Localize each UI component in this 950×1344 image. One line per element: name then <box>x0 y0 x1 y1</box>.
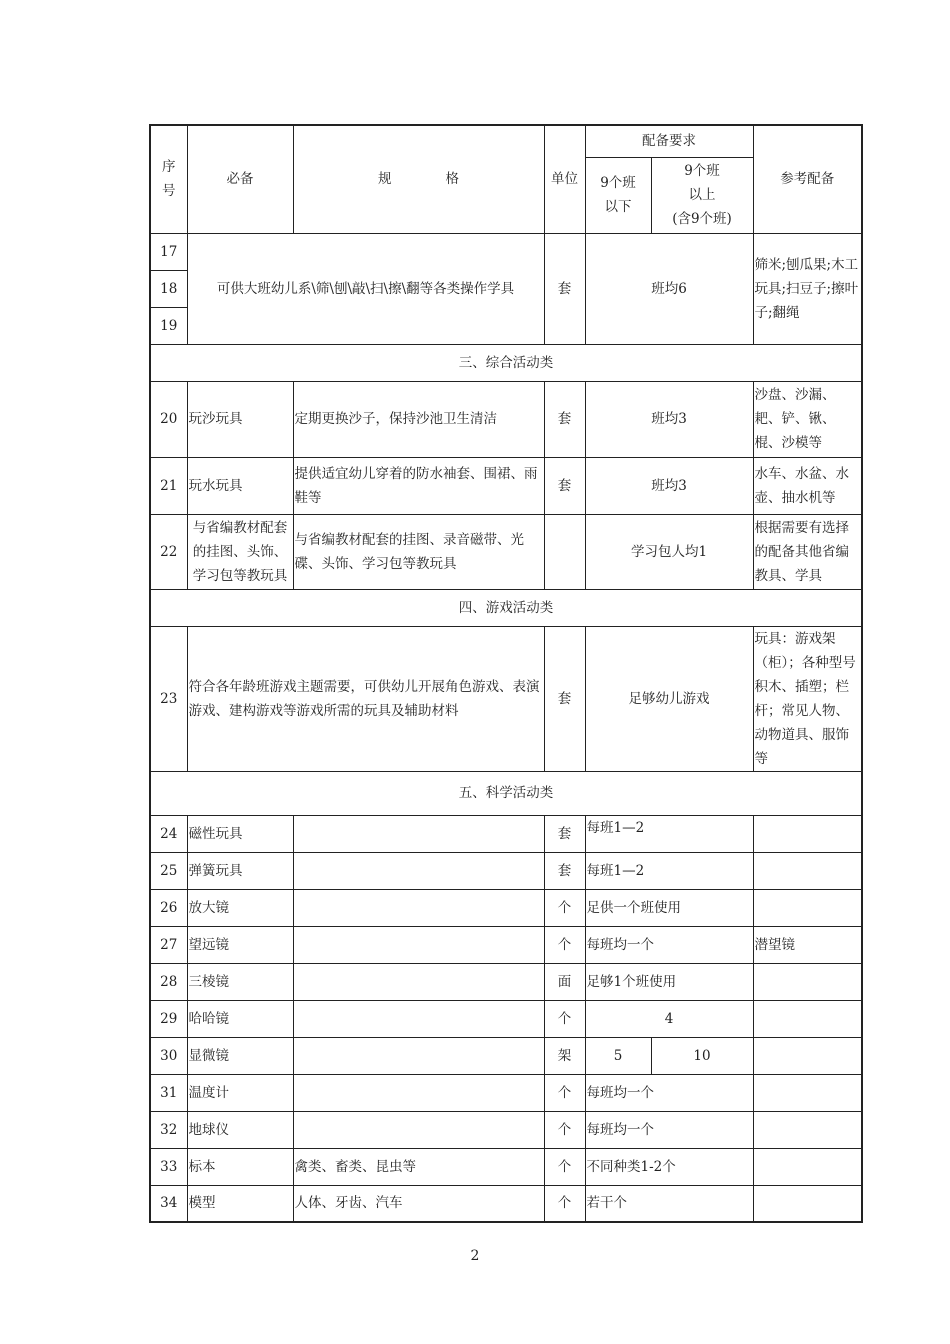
item-reference <box>753 852 862 889</box>
item-spec: 人体、牙齿、汽车 <box>293 1185 544 1222</box>
item-unit: 个 <box>544 1111 585 1148</box>
item-config: 每班1—2 <box>585 852 753 889</box>
item-spec <box>293 926 544 963</box>
item-reference: 潜望镜 <box>753 926 862 963</box>
header-over9-line1: 9个班 <box>684 163 720 179</box>
item-unit: 套 <box>544 815 585 852</box>
seq-cell: 27 <box>150 926 187 963</box>
seq-cell: 19 <box>150 307 187 344</box>
seq-cell: 28 <box>150 963 187 1000</box>
seq-cell: 30 <box>150 1037 187 1074</box>
seq-cell: 18 <box>150 270 187 307</box>
seq-cell: 17 <box>150 233 187 270</box>
item-name: 放大镜 <box>187 889 293 926</box>
seq-cell: 26 <box>150 889 187 926</box>
item-config: 不同种类1-2个 <box>585 1148 753 1185</box>
item-spec <box>293 889 544 926</box>
seq-cell: 33 <box>150 1148 187 1185</box>
item-unit: 个 <box>544 1074 585 1111</box>
item-config: 班均3 <box>585 381 753 457</box>
item-unit: 套 <box>544 626 585 771</box>
item-spec <box>293 1037 544 1074</box>
item-reference <box>753 889 862 926</box>
header-reference: 参考配备 <box>753 125 862 233</box>
item-name: 望远镜 <box>187 926 293 963</box>
item-reference: 根据需要有选择的配备其他省编教具、学具 <box>753 514 862 589</box>
item-unit: 个 <box>544 1000 585 1037</box>
seq-cell: 29 <box>150 1000 187 1037</box>
item-config: 学习包人均1 <box>585 514 753 589</box>
item-unit: 个 <box>544 889 585 926</box>
item-name: 哈哈镜 <box>187 1000 293 1037</box>
item-name: 显微镜 <box>187 1037 293 1074</box>
item-spec: 与省编教材配套的挂图、录音磁带、光碟、头饰、学习包等教玩具 <box>293 514 544 589</box>
item-reference <box>753 963 862 1000</box>
item-config: 班均3 <box>585 457 753 514</box>
item-spec <box>293 963 544 1000</box>
item-reference <box>753 1000 862 1037</box>
item-config: 若干个 <box>585 1185 753 1222</box>
item-config: 足供一个班使用 <box>585 889 753 926</box>
item-reference <box>753 1148 862 1185</box>
item-config: 每班均一个 <box>585 1074 753 1111</box>
item-spec <box>293 1074 544 1111</box>
group-17-19-text: 可供大班幼儿系\筛\刨\敲\扫\擦\翻等各类操作学具 <box>187 233 544 344</box>
header-over9-line2: 以上 <box>688 187 716 203</box>
seq-cell: 24 <box>150 815 187 852</box>
item-spec <box>293 1000 544 1037</box>
header-required: 必备 <box>187 125 293 233</box>
item-reference <box>753 1185 862 1222</box>
seq-cell: 22 <box>150 514 187 589</box>
seq-cell: 25 <box>150 852 187 889</box>
header-under9: 9个班以下 <box>585 157 651 233</box>
item-unit <box>544 514 585 589</box>
item-unit: 个 <box>544 1185 585 1222</box>
item-reference <box>753 1037 862 1074</box>
group-17-19-config: 班均6 <box>585 233 753 344</box>
item-name: 玩沙玩具 <box>187 381 293 457</box>
item-spec: 禽类、畜类、昆虫等 <box>293 1148 544 1185</box>
header-spec: 规 格 <box>293 125 544 233</box>
item-name: 与省编教材配套的挂图、头饰、学习包等教玩具 <box>187 514 293 589</box>
item-unit: 套 <box>544 457 585 514</box>
item-config: 每班均一个 <box>585 1111 753 1148</box>
item-spec <box>293 1111 544 1148</box>
item-spec: 提供适宜幼儿穿着的防水袖套、围裙、雨鞋等 <box>293 457 544 514</box>
seq-cell: 34 <box>150 1185 187 1222</box>
seq-cell: 21 <box>150 457 187 514</box>
item-unit: 套 <box>544 381 585 457</box>
item-reference: 沙盘、沙漏、耙、铲、锹、棍、沙模等 <box>753 381 862 457</box>
item-unit: 面 <box>544 963 585 1000</box>
item-name: 标本 <box>187 1148 293 1185</box>
header-config-req: 配备要求 <box>585 125 753 157</box>
equipment-table <box>149 124 863 1223</box>
item-config-under9: 5 <box>585 1037 651 1074</box>
header-unit: 单位 <box>544 125 585 233</box>
item-spec <box>293 852 544 889</box>
header-over9-line3: (含9个班) <box>672 211 732 227</box>
item-reference <box>753 1074 862 1111</box>
item-name: 玩水玩具 <box>187 457 293 514</box>
item-config: 每班1—2 <box>585 815 753 852</box>
item-config: 足够幼儿游戏 <box>585 626 753 771</box>
item-reference: 玩具：游戏架（柜）；各种型号积木、插塑；栏杆；常见人物、动物道具、服饰等 <box>753 626 862 771</box>
item-name: 弹簧玩具 <box>187 852 293 889</box>
item-name: 模型 <box>187 1185 293 1222</box>
item-config: 4 <box>585 1000 753 1037</box>
section-title-game: 四、游戏活动类 <box>150 589 862 626</box>
item-spec <box>293 815 544 852</box>
group-17-19-reference: 筛米;刨瓜果;木工玩具;扫豆子;擦叶子;翻绳 <box>753 233 862 344</box>
item-name: 磁性玩具 <box>187 815 293 852</box>
item-spec: 符合各年龄班游戏主题需要，可供幼儿开展角色游戏、表演游戏、建构游戏等游戏所需的玩具及辅助材料 <box>187 626 544 771</box>
item-name: 温度计 <box>187 1074 293 1111</box>
item-reference <box>753 815 862 852</box>
item-unit: 个 <box>544 1148 585 1185</box>
item-config-over9: 10 <box>651 1037 753 1074</box>
seq-cell: 20 <box>150 381 187 457</box>
group-17-19-unit: 套 <box>544 233 585 344</box>
item-unit: 架 <box>544 1037 585 1074</box>
item-reference <box>753 1111 862 1148</box>
item-name: 地球仪 <box>187 1111 293 1148</box>
page-number: 2 <box>470 1248 480 1264</box>
seq-cell: 31 <box>150 1074 187 1111</box>
item-unit: 个 <box>544 926 585 963</box>
item-reference: 水车、水盆、水壶、抽水机等 <box>753 457 862 514</box>
section-title-comprehensive: 三、综合活动类 <box>150 344 862 381</box>
item-config: 足够1个班使用 <box>585 963 753 1000</box>
header-over9 <box>651 157 753 233</box>
item-spec: 定期更换沙子，保持沙池卫生清洁 <box>293 381 544 457</box>
item-unit: 套 <box>544 852 585 889</box>
section-title-science: 五、科学活动类 <box>150 771 862 815</box>
seq-cell: 32 <box>150 1111 187 1148</box>
item-config: 每班均一个 <box>585 926 753 963</box>
seq-cell: 23 <box>150 626 187 771</box>
item-name: 三棱镜 <box>187 963 293 1000</box>
header-seq: 序号 <box>150 125 187 233</box>
